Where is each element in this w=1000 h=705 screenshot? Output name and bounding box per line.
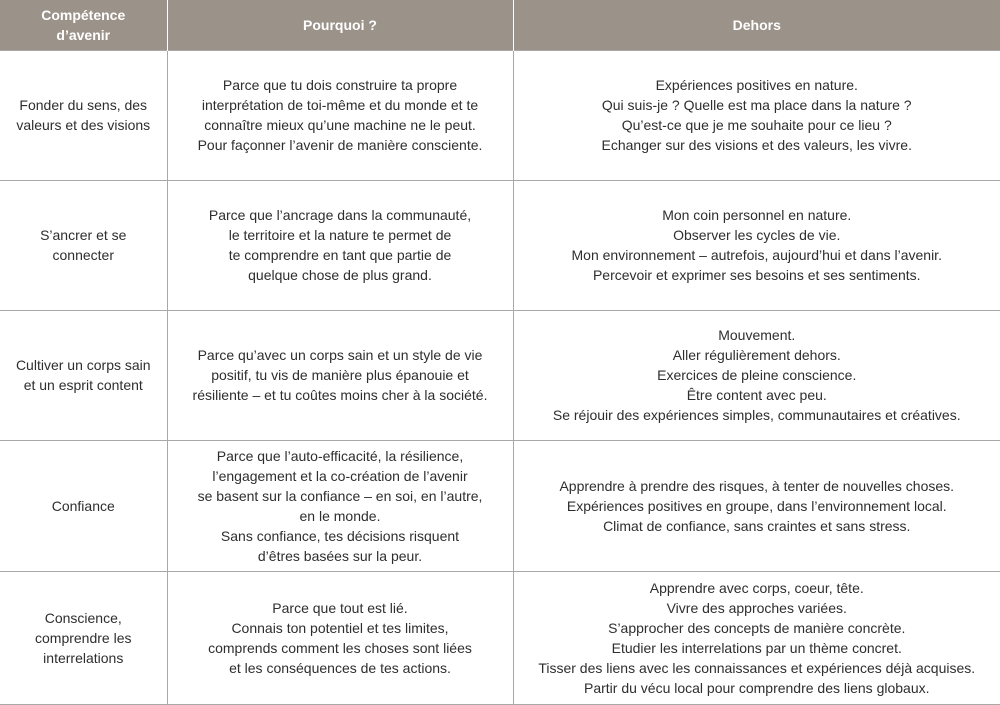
- cell-dehors-line: Mon environnement – autrefois, aujourd’hui et dans l’avenir.: [571, 247, 942, 263]
- cell-pourquoi-line: interprétation de toi-même et du monde et te: [201, 97, 479, 113]
- cell-dehors-line: Climat de confiance, sans craintes et sans stress.: [603, 517, 911, 534]
- cell-dehors-line: Mouvement.: [718, 327, 796, 343]
- cell-dehors-line: Percevoir et exprimer ses besoins et ses sentiments.: [592, 267, 921, 283]
- cell-pourquoi-line: Parce que tout est lié.: [272, 599, 408, 616]
- cell-pourquoi-line: en le monde.: [299, 507, 381, 524]
- cell-pourquoi-line: Sans confiance, tes décisions risquent: [220, 527, 460, 544]
- cell-dehors: [513, 571, 1000, 704]
- cell-pourquoi-line: te comprendre en tant que partie de: [228, 247, 452, 263]
- cell-dehors-line: Tisser des liens avec les connaissances et expériences déjà acquises.: [538, 659, 976, 676]
- cell-competence-line: Cultiver un corps sain: [15, 357, 151, 373]
- cell-dehors-line: Expériences positives en groupe, dans l’environnement local.: [566, 497, 947, 514]
- cell-pourquoi-line: quelque chose de plus grand.: [248, 267, 432, 283]
- cell-dehors-line: Être content avec peu.: [686, 387, 827, 403]
- cell-competence-line: S’ancrer et se: [40, 227, 127, 243]
- header-competence-line: d’avenir: [56, 26, 111, 43]
- cell-competence-line: connecter: [52, 247, 114, 263]
- cell-competence-line: Confiance: [51, 497, 115, 514]
- cell-dehors-line: S’approcher des concepts de manière concrète.: [608, 619, 906, 636]
- cell-pourquoi-line: connaître mieux qu’une machine ne le peut.: [204, 117, 476, 133]
- cell-competence: [0, 571, 167, 704]
- cell-dehors-line: Partir du vécu local pour comprendre des liens globaux.: [583, 679, 930, 696]
- cell-pourquoi-line: Parce que l’auto-efficacité, la résilience,: [216, 447, 464, 464]
- cell-pourquoi-line: comprends comment les choses sont liées: [208, 639, 472, 656]
- cell-pourquoi-line: Parce que tu dois construire ta propre: [222, 77, 458, 93]
- cell-competence-line: et un esprit content: [23, 377, 143, 393]
- cell-dehors-line: Echanger sur des visions et des valeurs, les vivre.: [601, 137, 912, 153]
- cell-dehors-line: Mon coin personnel en nature.: [662, 207, 852, 223]
- cell-competence: [0, 50, 167, 180]
- table-header-row: [0, 0, 1000, 50]
- cell-competence-line: valeurs et des visions: [16, 117, 151, 133]
- cell-dehors-line: Se réjouir des expériences simples, communautaires et créatives.: [552, 407, 961, 423]
- cell-dehors-line: Exercices de pleine conscience.: [657, 367, 857, 383]
- cell-pourquoi-line: le territoire et la nature te permet de: [228, 227, 452, 243]
- cell-pourquoi: [167, 310, 513, 440]
- cell-competence: [0, 310, 167, 440]
- cell-dehors-line: Apprendre à prendre des risques, à tenter de nouvelles choses.: [559, 477, 955, 494]
- table-row: [0, 180, 1000, 310]
- cell-competence-line: interrelations: [43, 649, 124, 666]
- cell-pourquoi-line: Parce qu’avec un corps sain et un style de vie: [197, 347, 483, 363]
- cell-pourquoi-line: l’engagement et la co-création de l’avenir: [212, 467, 468, 484]
- cell-competence: [0, 180, 167, 310]
- cell-pourquoi: [167, 571, 513, 704]
- cell-dehors-line: Qu’est-ce que je me souhaite pour ce lieu ?: [621, 117, 892, 133]
- cell-pourquoi: [167, 440, 513, 571]
- cell-pourquoi-line: et les conséquences de tes actions.: [229, 659, 451, 676]
- cell-dehors-line: Apprendre avec corps, coeur, tête.: [649, 579, 864, 596]
- cell-pourquoi-line: résiliente – et tu coûtes moins cher à la société.: [192, 387, 488, 403]
- header-competence-line: Compétence: [41, 6, 126, 23]
- table-row: [0, 50, 1000, 180]
- cell-pourquoi-line: Parce que l’ancrage dans la communauté,: [208, 207, 472, 223]
- cell-competence-line: Conscience,: [44, 609, 122, 626]
- cell-dehors-line: Vivre des approches variées.: [666, 599, 847, 616]
- cell-competence-line: Fonder du sens, des: [19, 97, 148, 113]
- cell-pourquoi-line: positif, tu vis de manière plus épanouie et: [211, 367, 469, 383]
- header-dehors: Dehors: [513, 0, 1000, 50]
- cell-dehors: [513, 310, 1000, 440]
- cell-pourquoi: [167, 180, 513, 310]
- header-pourquoi: Pourquoi ?: [167, 0, 513, 50]
- cell-dehors-line: Qui suis-je ? Quelle est ma place dans la nature ?: [601, 97, 912, 113]
- cell-competence-line: comprendre les: [35, 629, 132, 646]
- header-competence: [0, 0, 167, 50]
- cell-dehors-line: Aller régulièrement dehors.: [672, 347, 841, 363]
- cell-dehors-line: Observer les cycles de vie.: [673, 227, 841, 243]
- cell-dehors: [513, 440, 1000, 571]
- table-row: [0, 310, 1000, 440]
- table-row: [0, 440, 1000, 571]
- cell-pourquoi: [167, 50, 513, 180]
- cell-pourquoi-line: Pour façonner l’avenir de manière consciente.: [197, 137, 483, 153]
- cell-dehors-line: Expériences positives en nature.: [655, 77, 858, 93]
- cell-dehors: [513, 50, 1000, 180]
- cell-dehors-line: Etudier les interrelations par un thème concret.: [611, 639, 902, 656]
- cell-competence: [0, 440, 167, 571]
- cell-pourquoi-line: Connais ton potentiel et tes limites,: [231, 619, 449, 636]
- cell-pourquoi-line: se basent sur la confiance – en soi, en l’autre,: [197, 487, 483, 504]
- table-row: [0, 571, 1000, 704]
- cell-dehors: [513, 180, 1000, 310]
- cell-pourquoi-line: d’êtres basées sur la peur.: [257, 547, 423, 564]
